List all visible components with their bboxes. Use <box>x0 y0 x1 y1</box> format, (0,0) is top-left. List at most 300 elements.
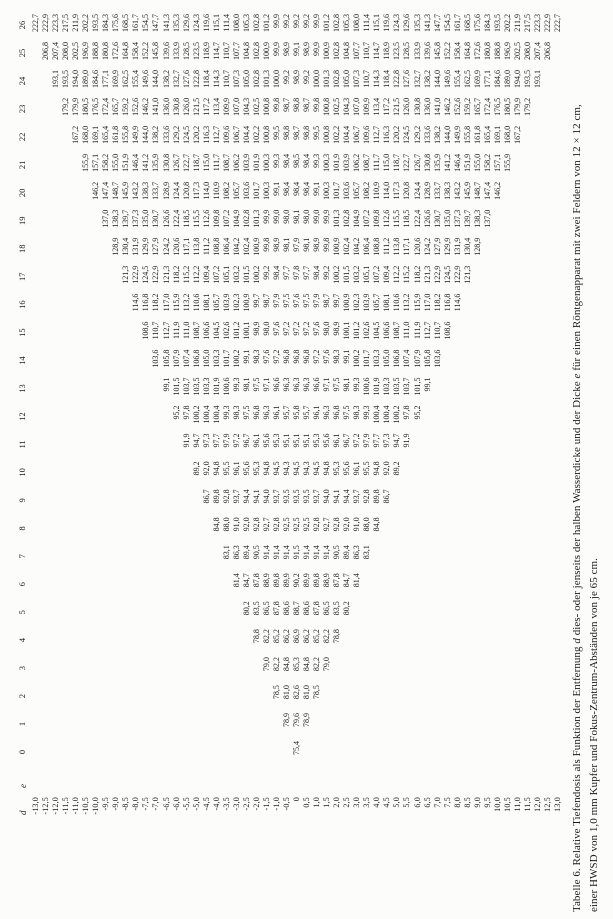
table-cell: 94,8 <box>211 461 221 476</box>
table-caption-line1 <box>569 104 585 912</box>
table-cell: 107,4 <box>181 349 191 368</box>
table-cell: 106,8 <box>392 349 402 368</box>
table-cell: 122,9 <box>131 265 141 284</box>
table-cell: 84,8 <box>282 657 291 672</box>
d-row-label: 12,0 <box>533 797 542 812</box>
table-cell: 145,9 <box>462 181 472 200</box>
table-cell: 223,3 <box>51 14 61 33</box>
table-cell: 152,2 <box>141 42 151 60</box>
table-cell: 147,7 <box>151 14 161 33</box>
table-cell: 98,9 <box>271 237 281 252</box>
table-cell: 161,8 <box>472 125 482 144</box>
table-cell: 102,8 <box>332 42 342 60</box>
table-cell: 109,4 <box>382 265 392 284</box>
table-cell: 99,2 <box>322 265 332 280</box>
table-cell: 75,4 <box>292 741 302 755</box>
table-cell: 101,7 <box>362 349 372 368</box>
table-cell: 93,5 <box>302 489 312 504</box>
table-cell: 223,3 <box>533 14 542 33</box>
table-cell: 103,6 <box>151 349 161 368</box>
table-cell: 98,0 <box>282 209 291 224</box>
table-cell: 180,5 <box>81 97 91 116</box>
table-cell: 95,2 <box>412 405 422 420</box>
e-col-header: 2 <box>17 693 27 699</box>
table-cell: 96,3 <box>261 405 271 420</box>
table-cell: 81,0 <box>302 685 312 700</box>
table-cell: 202,2 <box>502 14 512 33</box>
table-cell: 133,9 <box>171 42 181 60</box>
table-cell: 114,0 <box>382 181 392 200</box>
table-cell: 104,3 <box>342 97 352 116</box>
table-cell: 138,2 <box>422 69 432 88</box>
table-cell: 111,9 <box>412 321 422 340</box>
table-cell: 99,9 <box>271 42 281 56</box>
table-row <box>433 0 443 919</box>
table-cell: 128,9 <box>472 237 482 256</box>
table-cell: 102,8 <box>332 69 342 88</box>
table-cell: 110,6 <box>392 293 402 312</box>
table-cell: 83,5 <box>332 601 342 616</box>
table-cell: 145,8 <box>151 42 161 60</box>
table-cell: 92,8 <box>271 517 281 532</box>
table-cell: 101,2 <box>261 14 271 33</box>
table-cell: 124,2 <box>161 237 171 256</box>
e-col-header: 20 <box>17 188 27 198</box>
table-cell: 103,6 <box>432 349 442 368</box>
table-cell: 117,2 <box>382 97 392 116</box>
table-cell: 131,9 <box>131 237 141 256</box>
d-row-label: 2,5 <box>342 797 352 808</box>
table-cell: 112,2 <box>392 265 402 284</box>
d-row-label: 3,0 <box>352 797 362 808</box>
table-cell: 100,9 <box>322 42 332 60</box>
table-cell: 101,2 <box>231 321 241 340</box>
table-cell: 184,6 <box>91 69 101 88</box>
table-cell: 110,7 <box>151 321 161 340</box>
table-row <box>463 0 473 919</box>
table-cell: 196,9 <box>502 42 512 60</box>
table-cell: 138,3 <box>111 209 121 228</box>
table-cell: 128,9 <box>111 237 121 256</box>
table-cell: 108,2 <box>362 181 372 200</box>
table-cell: 102,4 <box>342 237 352 256</box>
table-cell: 124,5 <box>141 265 151 284</box>
table-cell: 98,3 <box>352 405 362 420</box>
table-cell: 146,2 <box>141 97 151 116</box>
table-cell: 121,3 <box>462 265 472 284</box>
table-cell: 106,6 <box>201 321 211 340</box>
table-cell: 155,9 <box>502 153 512 172</box>
table-cell: 98,4 <box>312 265 322 280</box>
table-cell: 162,5 <box>462 69 472 88</box>
e-col-header: 23 <box>17 104 27 114</box>
table-cell: 107,3 <box>352 69 362 88</box>
table-cell: 100,3 <box>322 153 332 172</box>
table-cell: 108,7 <box>362 153 372 172</box>
table-cell: 104,8 <box>342 42 352 60</box>
table-cell: 193,1 <box>51 69 61 88</box>
table-cell: 179,2 <box>61 97 71 116</box>
table-cell: 87,8 <box>251 573 261 588</box>
table-cell: 98,1 <box>282 237 291 252</box>
table-cell: 146,2 <box>442 97 452 116</box>
table-cell: 112,7 <box>211 125 221 144</box>
table-row <box>443 0 453 919</box>
table-cell: 104,2 <box>231 237 241 256</box>
table-cell: 211,9 <box>71 14 81 32</box>
table-cell: 92,5 <box>292 517 302 532</box>
table-cell: 130,8 <box>161 153 171 172</box>
table-cell: 121,5 <box>191 97 201 116</box>
table-cell: 100,2 <box>231 349 241 368</box>
table-cell: 104,3 <box>241 97 251 116</box>
table-cell: 101,9 <box>332 153 342 172</box>
table-cell: 143,2 <box>131 181 141 200</box>
table-cell: 97,1 <box>322 377 332 392</box>
table-cell: 138,2 <box>432 125 442 144</box>
table-cell: 126,6 <box>161 209 171 228</box>
table-cell: 102,8 <box>251 69 261 88</box>
table-cell: 99,2 <box>302 14 312 29</box>
table-cell: 98,7 <box>282 97 291 112</box>
table-cell: 103,5 <box>392 377 402 396</box>
table-cell: 96,7 <box>241 433 251 448</box>
table-cell: 122,9 <box>452 265 462 284</box>
table-cell: 89,4 <box>342 545 352 560</box>
table-cell: 107,0 <box>231 97 241 116</box>
d-row-label: 11,5 <box>522 797 532 812</box>
table-cell: 100,2 <box>392 405 402 424</box>
table-cell: 103,6 <box>241 181 251 200</box>
table-cell: 129,2 <box>412 125 422 144</box>
table-cell: 91,9 <box>181 433 191 448</box>
table-cell: 96,6 <box>312 377 322 392</box>
table-cell: 180,5 <box>502 97 512 116</box>
e-col-header: 0 <box>17 749 27 755</box>
table-cell: 117,3 <box>191 181 201 200</box>
table-cell: 98,4 <box>282 153 291 168</box>
d-row-label: 8,5 <box>462 797 472 808</box>
table-cell: 98,3 <box>332 349 342 364</box>
table-row <box>222 0 232 919</box>
table-cell: 92,8 <box>312 517 322 532</box>
table-cell: 95,8 <box>292 405 302 420</box>
d-row-label: -11,0 <box>71 797 81 815</box>
e-col-header: 10 <box>17 468 27 477</box>
table-cell: 94,8 <box>261 461 271 476</box>
table-cell: 96,1 <box>332 433 342 448</box>
table-cell: 101,5 <box>342 265 352 284</box>
table-cell: 118,7 <box>191 153 201 172</box>
table-cell: 95,6 <box>342 461 352 476</box>
table-cell: 100,4 <box>382 405 392 424</box>
table-cell: 100,6 <box>221 377 231 396</box>
table-row <box>523 0 533 919</box>
table-cell: 97,5 <box>332 377 342 392</box>
table-cell: 106,8 <box>191 349 201 368</box>
table-cell: 97,9 <box>362 433 372 448</box>
table-cell: 106,2 <box>352 153 362 172</box>
table-cell: 99,1 <box>271 181 281 196</box>
table-cell: 99,1 <box>292 42 302 56</box>
table-cell: 101,7 <box>332 181 342 200</box>
d-row-label: 7,5 <box>442 797 452 808</box>
table-cell: 106,7 <box>352 125 362 144</box>
table-cell: 110,6 <box>191 293 201 312</box>
table-cell: 124,3 <box>191 14 201 33</box>
e-col-header: 25 <box>17 48 27 58</box>
table-cell: 89,2 <box>191 461 201 476</box>
table-cell: 96,1 <box>251 433 261 448</box>
table-cell: 97,5 <box>342 405 352 420</box>
table-cell: 92,0 <box>342 517 352 532</box>
table-cell: 98,9 <box>302 42 312 56</box>
table-cell: 139,7 <box>462 209 472 228</box>
table-cell: 149,9 <box>452 125 462 144</box>
table-cell: 110,7 <box>362 69 372 88</box>
d-row-label: -5,5 <box>181 797 191 811</box>
table-cell: 116,8 <box>442 293 452 312</box>
table-cell: 81,4 <box>352 573 362 588</box>
caption-text: dies- oder jenseits der halben Wasserdicke und der Dicke <box>571 378 583 639</box>
table-cell: 95,3 <box>312 433 322 448</box>
table-cell: 138,3 <box>472 209 482 228</box>
table-cell: 107,9 <box>412 349 422 368</box>
table-cell: 86,2 <box>302 629 312 644</box>
table-cell: 129,9 <box>442 237 452 256</box>
table-cell: 196,9 <box>81 42 91 60</box>
table-cell: 115,1 <box>211 14 221 32</box>
table-cell: 92,5 <box>302 517 312 532</box>
table-cell: 97,7 <box>211 433 221 448</box>
table-cell: 88,6 <box>282 601 291 616</box>
table-cell: 86,9 <box>292 629 302 644</box>
table-cell: 206,8 <box>41 42 51 60</box>
table-cell: 98,7 <box>261 293 271 308</box>
table-cell: 141,2 <box>141 153 151 172</box>
table-cell: 123,5 <box>392 42 402 60</box>
table-cell: 89,8 <box>312 573 322 588</box>
d-row-label: 4,5 <box>382 797 392 808</box>
table-cell: 133,7 <box>151 181 161 200</box>
d-row-label: 3,5 <box>362 797 372 808</box>
table-cell: 103,6 <box>342 181 352 200</box>
table-cell: 217,5 <box>522 14 532 33</box>
table-row <box>232 0 242 919</box>
table-row <box>413 0 423 919</box>
table-row <box>493 0 503 919</box>
table-cell: 100,1 <box>241 321 251 340</box>
table-cell: 124,2 <box>422 237 432 256</box>
table-cell: 155,0 <box>111 153 121 172</box>
table-cell: 102,8 <box>342 209 352 228</box>
corner-e-label: e <box>18 784 28 788</box>
table-row <box>292 0 302 919</box>
table-row <box>372 0 382 919</box>
table-cell: 94,5 <box>312 461 322 476</box>
table-cell: 95,5 <box>221 461 231 476</box>
table-cell: 158,2 <box>482 153 492 172</box>
table-cell: 118,4 <box>382 69 392 88</box>
table-cell: 83,1 <box>221 545 231 560</box>
table-cell: 118,7 <box>392 153 402 172</box>
table-cell: 124,5 <box>181 125 191 144</box>
table-cell: 115,5 <box>392 209 402 228</box>
d-row-label: -4,0 <box>211 797 221 811</box>
e-col-header: 3 <box>17 666 27 671</box>
table-cell: 222,7 <box>31 14 40 33</box>
table-cell: 168,0 <box>81 125 91 144</box>
table-cell: 97,2 <box>302 321 312 336</box>
table-cell: 137,0 <box>101 209 111 228</box>
d-row-label: 6,0 <box>412 797 422 808</box>
table-cell: 111,0 <box>181 321 191 340</box>
table-cell: 115,5 <box>191 209 201 228</box>
table-cell: 193,5 <box>61 69 71 88</box>
table-cell: 98,9 <box>282 42 291 56</box>
table-cell: 101,3 <box>261 69 271 88</box>
table-cell: 102,6 <box>221 321 231 340</box>
caption-variable: e <box>571 373 583 379</box>
e-col-header: 26 <box>17 20 27 30</box>
table-cell: 99,1 <box>241 349 251 364</box>
table-cell: 108,7 <box>392 321 402 340</box>
table-cell: 157,1 <box>91 153 101 172</box>
table-cell: 97,2 <box>282 321 291 336</box>
table-cell: 111,0 <box>402 321 412 340</box>
caption-text: Tabelle 6. Relative Tiefendosis als Funktion der Entfernung <box>571 643 583 912</box>
table-cell: 120,2 <box>191 125 201 144</box>
table-cell: 177,1 <box>101 69 111 88</box>
table-cell: 97,6 <box>292 293 302 308</box>
table-cell: 136,0 <box>422 97 432 116</box>
table-cell: 103,3 <box>372 349 382 368</box>
table-cell: 99,1 <box>161 377 171 392</box>
table-cell: 82,2 <box>312 657 322 672</box>
table-cell: 175,6 <box>111 14 121 33</box>
table-cell: 102,8 <box>251 14 261 33</box>
table-cell: 107,7 <box>231 42 241 60</box>
table-cell: 130,8 <box>412 97 422 116</box>
table-row <box>272 0 282 919</box>
table-cell: 145,8 <box>432 42 442 60</box>
table-cell: 109,9 <box>362 97 372 116</box>
table-cell: 79,0 <box>261 657 271 672</box>
d-row-label: -7,0 <box>151 797 161 811</box>
table-cell: 98,1 <box>342 377 352 392</box>
table-cell: 84,8 <box>302 657 312 672</box>
table-cell: 122,4 <box>171 209 181 228</box>
table-cell: 194,0 <box>71 69 81 88</box>
table-cell: 148,7 <box>111 181 121 200</box>
table-cell: 95,1 <box>282 433 291 448</box>
table-cell: 100,6 <box>362 377 372 396</box>
table-cell: 101,3 <box>332 209 342 228</box>
table-cell: 130,4 <box>121 237 131 256</box>
d-row-label: 10,5 <box>502 797 512 812</box>
table-cell: 96,3 <box>282 377 291 392</box>
table-cell: 100,0 <box>271 69 281 88</box>
table-cell: 144,0 <box>432 69 442 88</box>
table-cell: 97,5 <box>302 293 312 308</box>
table-cell: 106,4 <box>362 237 372 256</box>
table-cell: 97,9 <box>312 293 322 308</box>
table-cell: 109,8 <box>372 209 382 228</box>
table-cell: 155,0 <box>472 153 482 172</box>
table-cell: 100,8 <box>322 125 332 144</box>
table-row <box>423 0 433 919</box>
table-row <box>312 0 322 919</box>
table-cell: 118,2 <box>432 293 442 312</box>
table-cell: 97,1 <box>261 377 271 392</box>
table-cell: 100,8 <box>261 97 271 116</box>
table-cell: 100,2 <box>352 349 362 368</box>
table-cell: 104,5 <box>211 321 221 340</box>
table-cell: 100,1 <box>342 321 352 340</box>
table-cell: 99,8 <box>271 97 281 112</box>
table-row <box>543 0 553 919</box>
table-cell: 107,2 <box>372 265 382 284</box>
table-cell: 90,2 <box>292 573 302 588</box>
table-cell: 120,6 <box>171 237 181 256</box>
table-cell: 107,4 <box>402 349 412 368</box>
table-cell: 98,9 <box>332 321 342 336</box>
table-cell: 99,0 <box>312 209 322 224</box>
table-cell: 146,2 <box>492 181 502 200</box>
table-cell: 102,3 <box>352 293 362 312</box>
table-cell: 99,7 <box>332 293 342 308</box>
table-cell: 114,7 <box>372 42 382 60</box>
table-cell: 103,2 <box>352 265 362 284</box>
table-cell: 135,3 <box>412 14 422 33</box>
table-cell: 99,2 <box>292 14 302 29</box>
table-row <box>151 0 161 919</box>
table-cell: 104,4 <box>342 125 352 144</box>
table-cell: 127,9 <box>432 237 442 256</box>
table-cell: 104,5 <box>372 321 382 340</box>
table-cell: 93,5 <box>282 489 291 504</box>
table-cell: 110,7 <box>362 42 372 60</box>
table-cell: 105,0 <box>201 349 211 368</box>
table-cell: 111,9 <box>171 321 181 340</box>
table-cell: 97,8 <box>402 405 412 420</box>
table-cell: 102,8 <box>332 14 342 33</box>
table-cell: 94,5 <box>292 461 302 476</box>
table-cell: 98,9 <box>251 321 261 336</box>
table-cell: 87,8 <box>332 573 342 588</box>
table-cell: 89,9 <box>302 573 312 588</box>
d-row-label: -1,5 <box>261 797 271 811</box>
table-cell: 143,2 <box>452 181 462 200</box>
table-cell: 141,2 <box>442 153 452 172</box>
table-cell: 122,7 <box>181 153 191 172</box>
table-cell: 105,7 <box>231 181 241 200</box>
table-row <box>212 0 222 919</box>
table-cell: 85,2 <box>312 629 322 644</box>
table-cell: 97,2 <box>271 349 281 364</box>
table-cell: 79,6 <box>292 713 302 728</box>
table-cell: 99,9 <box>322 209 332 224</box>
e-col-header: 19 <box>17 216 27 226</box>
table-cell: 141,0 <box>432 97 442 116</box>
table-cell: 116,3 <box>382 125 392 144</box>
table-cell: 100,4 <box>211 405 221 424</box>
table-cell: 117,3 <box>392 181 402 200</box>
table-cell: 117,2 <box>201 97 211 116</box>
d-row-label: 0 <box>292 797 302 802</box>
table-cell: 92,0 <box>382 461 392 476</box>
table-row <box>503 0 513 919</box>
